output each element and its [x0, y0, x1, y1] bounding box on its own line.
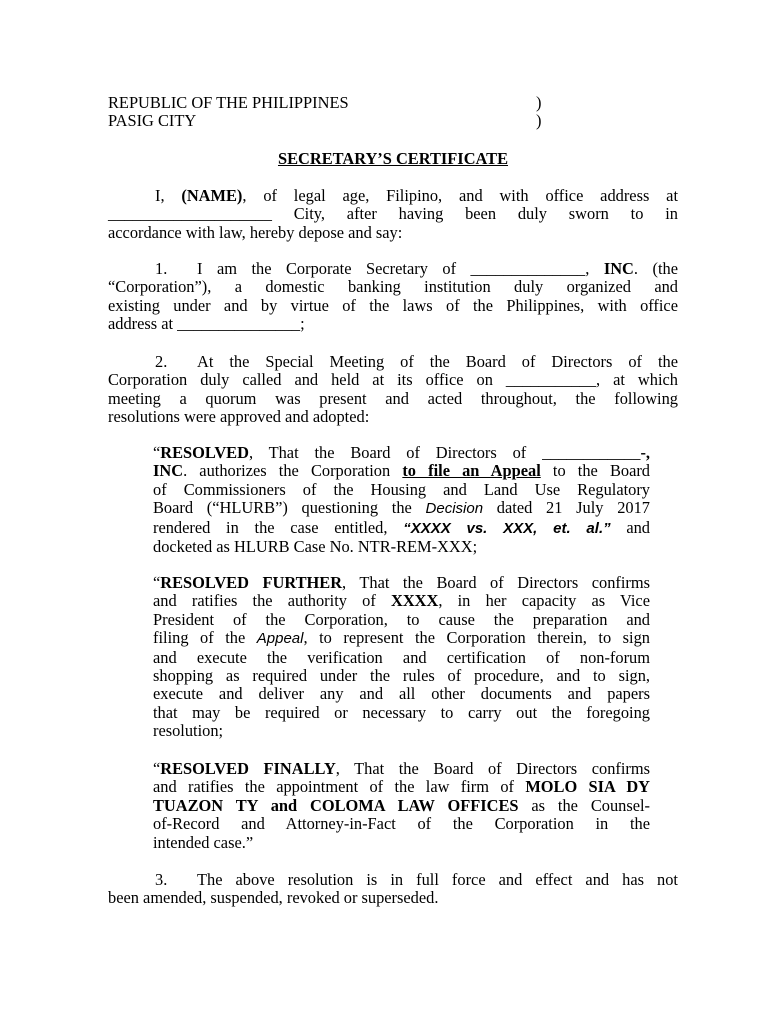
- r2-line-9: resolution;: [153, 721, 224, 741]
- r2-line-2: and ratifies the authority of XXXX, in her capacity as Vice: [153, 591, 650, 611]
- p2-line-2: Corporation duly called and held at its office on ___________, at which: [108, 370, 678, 390]
- p2-line-4: resolutions were approved and adopted:: [108, 407, 370, 427]
- p1-line-4: address at _______________;: [108, 314, 305, 334]
- paragraph-2: [108, 353, 678, 427]
- intro-line-3: accordance with law, hereby depose and say:: [108, 222, 403, 242]
- resolution-2: [153, 574, 650, 741]
- p1-line-1: 1. I am the Corporate Secretary of ______________, INC. (the: [155, 259, 678, 278]
- r2-line-4: filing of the Appeal, to represent the Corporation therein, to sign: [153, 628, 650, 648]
- caption-city: PASIG CITY: [108, 111, 197, 131]
- law-firm-name: TUAZON TY and COLOMA LAW OFFICES: [153, 795, 519, 815]
- r2-line-7: execute and deliver any and all other documents and papers: [153, 684, 650, 704]
- intro-paragraph: [108, 187, 678, 242]
- intro-line-1: I, (NAME), of legal age, Filipino, and with office address at: [155, 186, 678, 205]
- r3-line-5: intended case.”: [153, 832, 254, 852]
- caption-republic: REPUBLIC OF THE PHILIPPINES: [108, 93, 349, 112]
- r1-line-4: Board (“HLURB”) questioning the Decision dated 21 July 2017: [153, 498, 650, 518]
- title-text: SECRETARY’S CERTIFICATE: [277, 149, 509, 168]
- paragraph-3: [108, 871, 678, 908]
- r2-line-1: “RESOLVED FURTHER, That the Board of Directors confirms: [153, 573, 651, 592]
- p2-number: 2.: [155, 352, 168, 371]
- r2-line-8: that may be required or necessary to carry out the foregoing: [153, 702, 650, 722]
- r2-line-3: President of the Corporation, to cause the preparation and: [153, 609, 650, 629]
- intro-line-2: ____________________ City, after having been duly sworn to in: [108, 204, 678, 224]
- caption-paren-1: ): [536, 93, 542, 112]
- document-title: [108, 150, 678, 168]
- p3-number: 3.: [155, 870, 168, 889]
- caption: [108, 94, 678, 131]
- file-appeal-text: to file an Appeal: [402, 461, 541, 481]
- resolution-1: [153, 444, 650, 556]
- p1-line-3: existing under and by virtue of the laws of the Philippines, with office: [108, 295, 678, 315]
- p3-line-1: 3. The above resolution is in full force and effect and has not: [155, 870, 678, 889]
- caption-paren-2: ): [536, 111, 542, 130]
- r3-line-3: TUAZON TY and COLOMA LAW OFFICES as the Counsel-: [153, 795, 651, 815]
- r3-line-1: “RESOLVED FINALLY, That the Board of Directors confirms: [153, 759, 650, 778]
- r2-line-6: shopping as required under the rules of procedure, and to sign,: [153, 666, 650, 686]
- r3-line-2: and ratifies the appointment of the law firm of MOLO SIA DY: [153, 777, 650, 797]
- p1-number: 1.: [155, 259, 168, 278]
- case-title: “XXXX vs. XXX, et. al.”: [403, 519, 611, 537]
- p2-line-1: 2. At the Special Meeting of the Board of Directors of the: [155, 352, 678, 371]
- p3-line-2: been amended, suspended, revoked or superseded.: [108, 888, 439, 908]
- r1-line-3: of Commissioners of the Housing and Land Use Regulatory: [153, 479, 650, 499]
- p2-line-3: meeting a quorum was present and acted throughout, the following: [108, 388, 678, 408]
- r1-line-5: rendered in the case entitled, “XXXX vs. XXX, et. al.” and: [153, 517, 651, 537]
- r1-line-2: INC. authorizes the Corporation to file an Appeal to the Board: [153, 461, 651, 481]
- affiant-name: (NAME): [181, 186, 243, 205]
- p1-line-2: “Corporation”), a domestic banking institution duly organized and: [108, 277, 678, 297]
- paragraph-1: [108, 260, 678, 334]
- r1-line-1: “RESOLVED, That the Board of Directors of ____________-,: [153, 443, 650, 462]
- r2-line-5: and execute the verification and certification of non-forum: [153, 647, 650, 667]
- r3-line-4: of-Record and Attorney-in-Fact of the Corporation in the: [153, 814, 650, 834]
- r1-line-6: docketed as HLURB Case No. NTR-REM-XXX;: [153, 537, 478, 557]
- resolution-3: [153, 760, 650, 852]
